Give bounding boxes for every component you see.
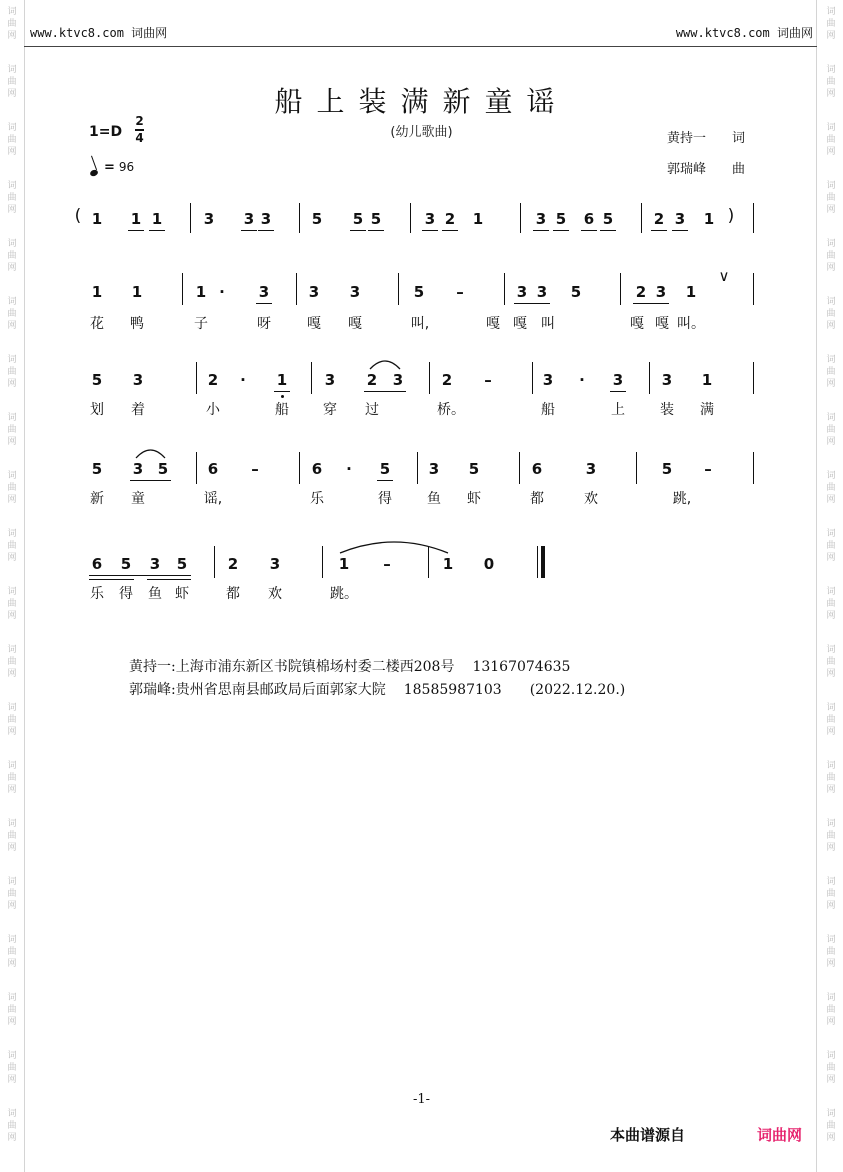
note: 1 <box>701 371 713 389</box>
note: 6 <box>207 460 219 478</box>
header-site-name-right: 词曲网 <box>776 26 813 40</box>
lyric: 上 <box>611 402 625 418</box>
lyric: 桥。 <box>437 402 465 418</box>
lyric: 谣, <box>203 491 223 507</box>
barline <box>299 452 300 484</box>
watermark-text: 词 曲 网 <box>826 529 836 563</box>
barline <box>417 452 418 484</box>
note: 5 <box>311 210 323 228</box>
watermark-text: 词 曲 网 <box>826 645 836 679</box>
note: 6 <box>91 555 103 573</box>
contact-2-phone: 18585987103 <box>403 682 502 698</box>
note: 3 <box>661 371 673 389</box>
underline-beat <box>553 230 569 231</box>
barline <box>504 273 505 305</box>
barline <box>398 273 399 305</box>
underline-beat <box>533 230 549 231</box>
note: 1 <box>442 555 454 573</box>
note: 1 <box>91 210 103 228</box>
time-signature <box>135 115 144 145</box>
barline <box>520 203 521 233</box>
underline-beat <box>442 230 458 231</box>
watermark-text: 词 曲 网 <box>7 123 17 157</box>
watermark-text: 词 曲 网 <box>826 65 836 99</box>
underline-beat <box>377 480 393 481</box>
watermark-text: 词 曲 网 <box>7 239 17 273</box>
watermark-text: 词 曲 网 <box>826 123 836 157</box>
underline-beat <box>149 230 165 231</box>
composer-credit <box>667 158 745 177</box>
lyric: 童 <box>131 491 145 507</box>
lyric: 嘎 <box>513 316 527 332</box>
note: – <box>383 555 391 573</box>
underline-beat <box>422 230 438 231</box>
watermark-text: 词 曲 网 <box>7 471 17 505</box>
watermark-text: 词 曲 网 <box>7 935 17 969</box>
lyric: 叫, <box>410 316 430 332</box>
note: 3 <box>260 210 272 228</box>
underline-beat <box>514 303 550 304</box>
lyricist-role: 词 <box>732 131 746 146</box>
note: – <box>704 460 712 478</box>
note: · <box>579 371 585 389</box>
note: 1 <box>130 210 142 228</box>
watermark-text: 词 曲 网 <box>7 413 17 447</box>
watermark-text: 词 曲 网 <box>7 587 17 621</box>
note: 1 <box>685 283 697 301</box>
note: 6 <box>311 460 323 478</box>
note: 2 <box>441 371 453 389</box>
contact-line-2 <box>129 679 625 699</box>
note: 2 <box>207 371 219 389</box>
watermark-text: 词 曲 网 <box>7 297 17 331</box>
underline-beat <box>350 230 366 231</box>
lyric: 欢 <box>268 586 282 602</box>
barline <box>299 203 300 233</box>
watermark-text: 词 曲 网 <box>826 1109 836 1143</box>
lower-octave-dot <box>281 395 284 398</box>
contact-1-name: 黄持一: <box>129 659 176 675</box>
barline <box>649 362 650 394</box>
barline <box>753 273 754 305</box>
header-site-url-right[interactable]: www.ktvc8.com <box>675 26 770 40</box>
note: 0 <box>483 555 495 573</box>
header-site-name: 词曲网 <box>131 26 168 40</box>
underline-beat <box>128 230 144 231</box>
lyric: 嘎 <box>655 316 669 332</box>
watermark-text: 词 曲 网 <box>826 297 836 331</box>
note: 1 <box>703 210 715 228</box>
lyricist-credit <box>667 127 745 146</box>
note: 5 <box>157 460 169 478</box>
note: 6 <box>583 210 595 228</box>
lyric: 叫 <box>541 316 555 332</box>
watermark-text: 词 曲 网 <box>7 1051 17 1085</box>
barline <box>537 546 538 578</box>
left-watermark-strip <box>0 0 24 1172</box>
lyric: 穿 <box>323 402 337 418</box>
barline <box>636 452 637 484</box>
watermark-text: 词 曲 网 <box>7 993 17 1027</box>
header-left <box>30 24 167 41</box>
note: – <box>456 283 464 301</box>
lyric: 叫。 <box>677 316 705 332</box>
watermark-text: 词 曲 网 <box>7 355 17 389</box>
lyric: 装 <box>660 402 674 418</box>
composer-role: 曲 <box>732 162 746 177</box>
note: 5 <box>91 371 103 389</box>
watermark-text: 词 曲 网 <box>7 529 17 563</box>
note: – <box>251 460 259 478</box>
quarter-note-icon <box>89 169 99 177</box>
watermark-text: 词 曲 网 <box>826 935 836 969</box>
contact-2-name: 郭瑞峰: <box>129 682 176 698</box>
barline <box>410 203 411 233</box>
watermark-text: 词 曲 网 <box>826 471 836 505</box>
lyric: 鱼 <box>427 491 441 507</box>
underline-beat <box>672 230 688 231</box>
note: 1 <box>151 210 163 228</box>
lyric: 嘎 <box>307 316 321 332</box>
lyric: 新 <box>90 491 104 507</box>
note: 3 <box>536 283 548 301</box>
underline-beat <box>600 230 616 231</box>
note: 1 <box>276 371 288 389</box>
underline-beat <box>368 230 384 231</box>
underline-beat <box>274 391 290 392</box>
lyric: 呀 <box>257 316 271 332</box>
note: 5 <box>352 210 364 228</box>
right-border-line <box>816 0 817 1172</box>
underline-beat <box>364 391 406 392</box>
note: · <box>240 371 246 389</box>
lyric: 嘎 <box>348 316 362 332</box>
song-title: 船上装满新童谣 <box>274 85 569 118</box>
footer-source-label: 本曲谱源自 <box>610 1126 686 1144</box>
note: 3 <box>542 371 554 389</box>
watermark-text: 词 曲 网 <box>7 761 17 795</box>
note: 3 <box>655 283 667 301</box>
header-site-url[interactable]: www.ktvc8.com <box>30 26 124 40</box>
underline-beat <box>147 579 191 580</box>
note: 3 <box>132 460 144 478</box>
underline-beat <box>256 303 272 304</box>
barline <box>182 273 183 305</box>
contact-1-phone: 13167074635 <box>472 659 571 675</box>
barline <box>322 546 323 578</box>
underline-beat <box>610 391 626 392</box>
contact-2-date: (2022.12.20.) <box>529 682 626 698</box>
note: – <box>484 371 492 389</box>
header-right <box>676 24 813 41</box>
note: 2 <box>653 210 665 228</box>
barline <box>519 452 520 484</box>
lyric: 嘎 <box>486 316 500 332</box>
note: 2 <box>444 210 456 228</box>
lyric: 船 <box>275 402 289 418</box>
barline <box>620 273 621 305</box>
lyric: 小 <box>206 402 220 418</box>
lyric: 乐 <box>90 586 104 602</box>
note: 5 <box>555 210 567 228</box>
final-barline <box>541 546 545 578</box>
tempo-marking <box>90 158 134 176</box>
barline <box>296 273 297 305</box>
repeat-paren: ( <box>74 206 82 226</box>
note: 2 <box>227 555 239 573</box>
note: 5 <box>379 460 391 478</box>
lyric: 满 <box>700 402 714 418</box>
note: 5 <box>120 555 132 573</box>
note: 5 <box>661 460 673 478</box>
note: 3 <box>535 210 547 228</box>
slur <box>340 542 448 553</box>
underline-beat <box>651 230 667 231</box>
note: 6 <box>531 460 543 478</box>
watermark-text: 词 曲 网 <box>826 993 836 1027</box>
underline-beat <box>130 480 171 481</box>
note: 5 <box>468 460 480 478</box>
lyric: 子 <box>194 316 208 332</box>
note: 1 <box>472 210 484 228</box>
watermark-text: 词 曲 网 <box>826 181 836 215</box>
underline-beat <box>581 230 597 231</box>
barline <box>190 203 191 233</box>
barline <box>214 546 215 578</box>
lyric: 跳。 <box>330 586 358 602</box>
barline <box>429 362 430 394</box>
underline-beat <box>241 230 257 231</box>
note: 2 <box>366 371 378 389</box>
lyricist-name: 黄持一 <box>667 131 707 146</box>
contact-line-1 <box>129 656 570 676</box>
barline <box>196 362 197 394</box>
note: 3 <box>424 210 436 228</box>
footer-brand-link[interactable]: 词曲网 <box>757 1126 803 1144</box>
key-signature: 1=D <box>89 124 123 140</box>
barline <box>641 203 642 233</box>
watermark-text: 词 曲 网 <box>7 703 17 737</box>
note: 3 <box>516 283 528 301</box>
barline <box>532 362 533 394</box>
note: 3 <box>612 371 624 389</box>
note: 3 <box>243 210 255 228</box>
note: 3 <box>258 283 270 301</box>
note: 3 <box>269 555 281 573</box>
watermark-text: 词 曲 网 <box>826 761 836 795</box>
note: 3 <box>149 555 161 573</box>
lyric: 划 <box>90 402 104 418</box>
watermark-text: 词 曲 网 <box>826 703 836 737</box>
watermark-text: 词 曲 网 <box>826 413 836 447</box>
note: 3 <box>203 210 215 228</box>
note: 2 <box>635 283 647 301</box>
watermark-text: 词 曲 网 <box>7 645 17 679</box>
slur <box>136 450 165 458</box>
underline-beat <box>258 230 274 231</box>
note: 5 <box>91 460 103 478</box>
note: 3 <box>392 371 404 389</box>
watermark-text: 词 曲 网 <box>826 877 836 911</box>
barline <box>196 452 197 484</box>
note: · <box>346 460 352 478</box>
watermark-text: 词 曲 网 <box>826 239 836 273</box>
page-number: -1- <box>412 1092 431 1107</box>
note: 1 <box>131 283 143 301</box>
note: 5 <box>570 283 582 301</box>
barline <box>753 362 754 394</box>
watermark-text: 词 曲 网 <box>7 65 17 99</box>
note: 1 <box>338 555 350 573</box>
watermark-text: 词 曲 网 <box>826 1051 836 1085</box>
left-border-line <box>24 0 25 1172</box>
meter-top: 2 <box>135 114 144 128</box>
note: 1 <box>91 283 103 301</box>
lyric: 过 <box>365 402 379 418</box>
contact-2-address: 贵州省思南县邮政局后面郭家大院 <box>175 682 386 698</box>
note: 3 <box>324 371 336 389</box>
watermark-text: 词 曲 网 <box>826 819 836 853</box>
composer-name: 郭瑞峰 <box>667 162 707 177</box>
lyric: 花 <box>90 316 104 332</box>
lyric: 嘎 <box>630 316 644 332</box>
lyric: 虾 <box>175 586 189 602</box>
lyric: 都 <box>226 586 240 602</box>
note: · <box>219 283 225 301</box>
barline <box>753 452 754 484</box>
slur <box>370 361 400 369</box>
barline <box>753 203 754 233</box>
note: 5 <box>602 210 614 228</box>
lyric: 船 <box>541 402 555 418</box>
lyric: 鸭 <box>130 316 144 332</box>
right-watermark-strip <box>819 0 843 1172</box>
lyric: 着 <box>131 402 145 418</box>
note: 5 <box>176 555 188 573</box>
repeat-paren: ) <box>727 206 735 226</box>
watermark-text: 词 曲 网 <box>7 1109 17 1143</box>
watermark-text: 词 曲 网 <box>826 587 836 621</box>
lyric: 得 <box>119 586 133 602</box>
header-rule <box>24 46 817 47</box>
breath-mark: ∨ <box>718 267 730 285</box>
note: 1 <box>195 283 207 301</box>
lyric: 鱼 <box>148 586 162 602</box>
note: 3 <box>132 371 144 389</box>
note: 3 <box>428 460 440 478</box>
underline-beat <box>89 575 191 576</box>
note: 3 <box>585 460 597 478</box>
lyric: 跳, <box>672 491 692 507</box>
lyric: 欢 <box>584 491 598 507</box>
watermark-text: 词 曲 网 <box>826 355 836 389</box>
lyric: 虾 <box>467 491 481 507</box>
song-subtitle: (幼儿歌曲) <box>390 125 453 140</box>
tempo-value: 96 <box>118 160 135 174</box>
note: 3 <box>674 210 686 228</box>
lyric: 得 <box>378 491 392 507</box>
underline-beat <box>89 579 134 580</box>
watermark-text: 词 曲 网 <box>7 181 17 215</box>
watermark-text: 词 曲 网 <box>7 7 17 41</box>
contact-1-address: 上海市浦东新区书院镇棉场村委二楼西208号 <box>175 659 455 675</box>
note: 5 <box>370 210 382 228</box>
underline-beat <box>633 303 669 304</box>
watermark-text: 词 曲 网 <box>7 877 17 911</box>
note: 3 <box>349 283 361 301</box>
barline <box>311 362 312 394</box>
lyric: 都 <box>530 491 544 507</box>
barline <box>428 546 429 578</box>
watermark-text: 词 曲 网 <box>7 819 17 853</box>
meter-bottom: 4 <box>135 130 144 145</box>
note: 5 <box>413 283 425 301</box>
watermark-text: 词 曲 网 <box>826 7 836 41</box>
tempo-equals: = <box>104 159 115 175</box>
lyric: 乐 <box>310 491 324 507</box>
note: 3 <box>308 283 320 301</box>
